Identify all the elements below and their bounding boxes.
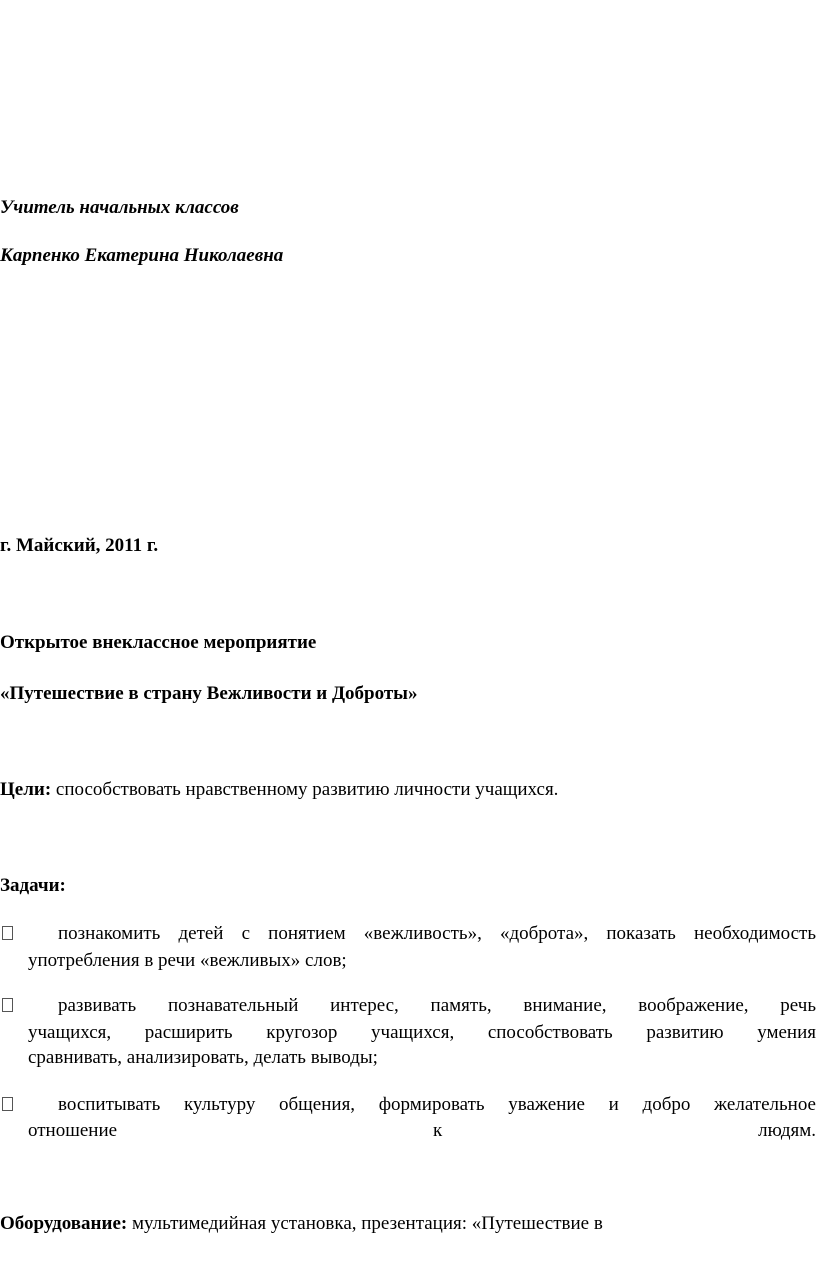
task-2-line-2: учащихся, расширить кругозор учащихся, способствовать развитию умения [28, 1022, 816, 1043]
equipment-label: Оборудование: [0, 1213, 128, 1234]
task-2-line-3: сравнивать, анализировать, делать выводы; [28, 1047, 378, 1068]
task-line [28, 1022, 816, 1044]
task-1-line-1: познакомить детей с понятием «вежливость», «доброта», показать необходимость [58, 923, 816, 944]
task-3-word: к [432, 1120, 443, 1141]
event-title: «Путешествие в страну Вежливости и Доброты» [0, 683, 418, 704]
tasks-label: Задачи: [0, 875, 66, 896]
checkbox-bullet-icon [2, 1097, 13, 1111]
checkbox-bullet-icon [2, 998, 13, 1012]
equipment-text: мультимедийная установка, презентация: «Путешествие в [127, 1213, 603, 1234]
task-3-word: отношение [28, 1120, 118, 1141]
checkbox-bullet-icon [2, 926, 13, 940]
author-name: Карпенко Екатерина Николаевна [0, 245, 284, 266]
goals-label: Цели: [0, 779, 52, 800]
task-line [58, 923, 816, 945]
task-3-word: людям. [758, 1120, 816, 1141]
task-line [58, 1094, 816, 1116]
task-3-line-2 [28, 1120, 816, 1142]
task-1-line-2: употребления в речи «вежливых» слов; [28, 950, 347, 971]
goals-text: способствовать нравственному развитию личности учащихся. [51, 779, 559, 800]
place-year: г. Майский, 2011 г. [0, 535, 159, 556]
goals-paragraph [0, 779, 558, 801]
task-line [58, 995, 816, 1017]
task-3-line-1: воспитывать культуру общения, формировать уважение и добро желательное [58, 1094, 816, 1115]
equipment-paragraph [0, 1213, 603, 1235]
event-type: Открытое внеклассное мероприятие [0, 632, 317, 653]
task-2-line-1: развивать познавательный интерес, память, внимание, воображение, речь [58, 995, 816, 1016]
author-position: Учитель начальных классов [0, 197, 239, 218]
